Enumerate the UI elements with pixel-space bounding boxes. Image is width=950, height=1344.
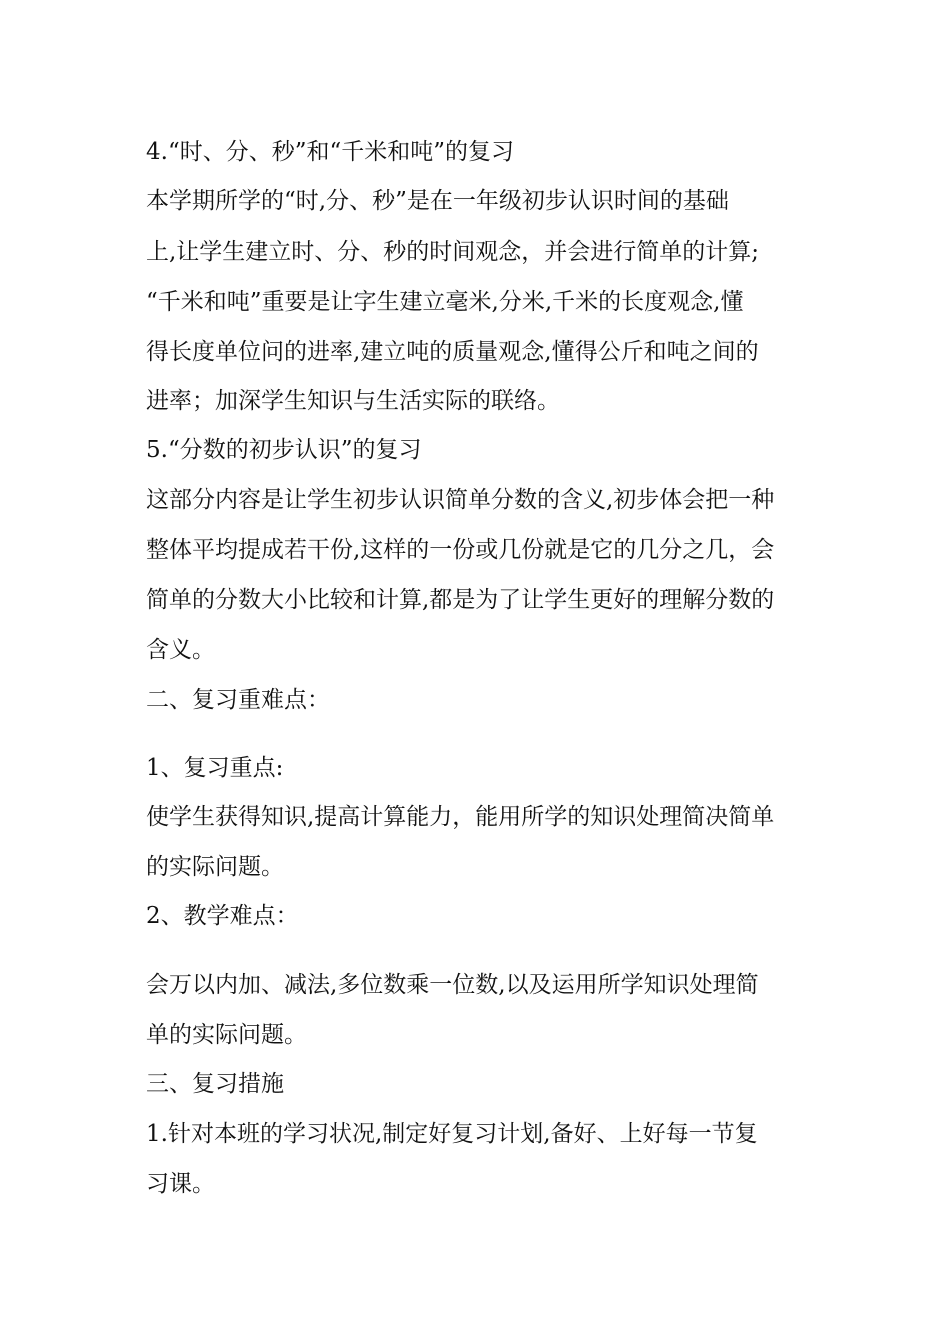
paragraph-line: 本学期所学的“时,分、秒”是在一年级初步认识时间的基础 [146, 188, 729, 214]
section-heading-4: 4.“时、分、秒”和“千米和吨”的复习 [146, 139, 514, 165]
paragraph-line: 得长度单位问的进率,建立吨的质量观念,懂得公斤和吨之间的 [146, 339, 759, 365]
paragraph-line: 简单的分数大小比较和计算,都是为了让学生更好的理解分数的 [146, 587, 775, 613]
section-heading-5: 5.“分数的初步认识”的复习 [146, 437, 422, 463]
paragraph-line: 习课。 [146, 1171, 215, 1197]
paragraph-line: 这部分内容是让学生初步认识简单分数的含义,初步体会把一种 [146, 487, 775, 513]
subheading-key-points: 1、复习重点: [146, 755, 284, 781]
paragraph-line: 1.针对本班的学习状况,制定好复习计划,备好、上好每一节复 [146, 1121, 758, 1147]
subheading-difficulties: 2、教学难点： [146, 903, 299, 929]
paragraph-line: 的实际问题。 [146, 854, 284, 880]
paragraph-line: “千米和吨”重要是让字生建立毫米,分米,千米的长度观念,懂 [146, 289, 744, 315]
paragraph-line: 进率；加深学生知识与生活实际的联络。 [146, 388, 560, 414]
paragraph-line: 含义。 [146, 637, 215, 663]
paragraph-line: 使学生获得知识,提高计算能力，能用所学的知识处理简决简单 [146, 804, 775, 830]
paragraph-line: 上,让学生建立时、分、秒的时间观念，并会进行简单的计算; [146, 239, 760, 265]
section-heading-3: 三、复习措施 [146, 1071, 284, 1097]
section-heading-2: 二、复习重难点： [146, 687, 330, 713]
paragraph-line: 单的实际问题。 [146, 1022, 307, 1048]
paragraph-line: 会万以内加、减法,多位数乘一位数,以及运用所学知识处理简 [146, 972, 759, 998]
paragraph-line: 整体平均提成若干份,这样的一份或几份就是它的几分之几，会 [146, 537, 775, 563]
